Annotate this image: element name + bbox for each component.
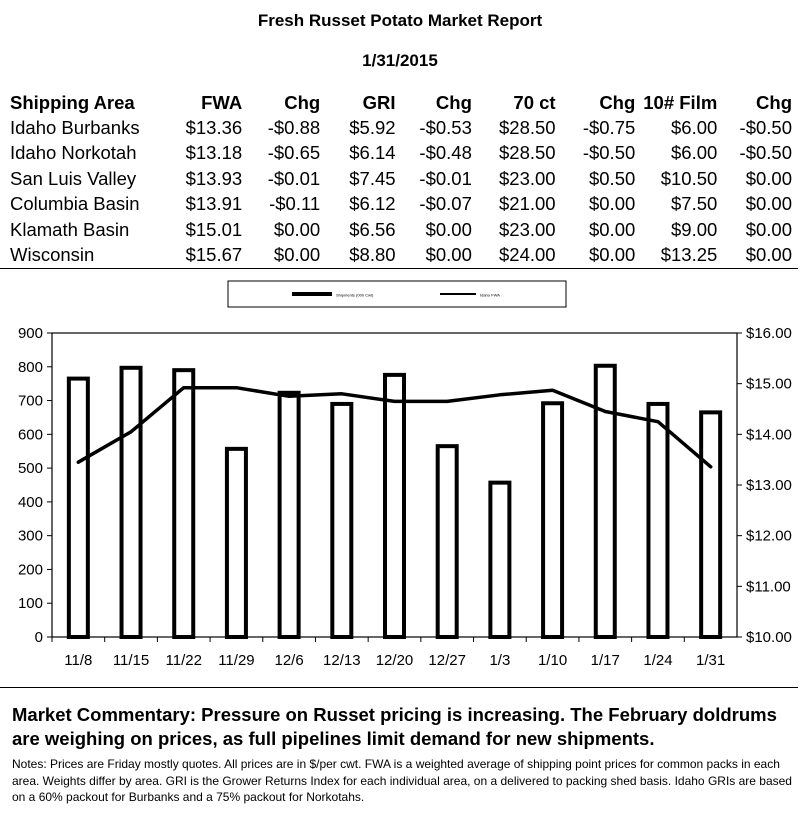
price-cell: $6.14 <box>349 142 396 164</box>
shipment-bar <box>701 412 720 637</box>
shipment-bar <box>596 366 615 637</box>
y-left-tick-label: 700 <box>17 392 43 410</box>
price-cell: $0.00 <box>425 218 472 240</box>
price-cell: -$0.50 <box>739 116 792 138</box>
price-cell: -$0.01 <box>419 167 472 189</box>
price-cell: $6.00 <box>671 142 718 164</box>
price-cell: $0.00 <box>588 244 636 266</box>
price-cell: $13.18 <box>185 142 243 164</box>
shipping-area-cell: Idaho Norkotah <box>10 142 137 164</box>
y-left-tick-label: 200 <box>17 561 43 579</box>
legend-box <box>228 281 566 307</box>
x-tick-label: 1/3 <box>489 652 511 669</box>
idaho-fwa-point <box>551 389 553 391</box>
price-table <box>8 90 794 268</box>
x-tick-label: 12/27 <box>428 652 466 669</box>
idaho-fwa-point <box>130 431 132 433</box>
shipping-area-cell: Wisconsin <box>10 244 95 266</box>
price-cell: -$0.11 <box>269 193 321 215</box>
legend-label-shipments: Shipments (000 Cwt) <box>336 292 374 298</box>
price-cell: -$0.07 <box>419 193 472 215</box>
price-cell: $23.00 <box>499 218 556 240</box>
price-cell: -$0.88 <box>267 116 321 138</box>
y-right-tick-label: $13.00 <box>746 477 792 494</box>
y-left-tick-label: 100 <box>17 595 43 613</box>
table-header-cell: FWA <box>201 91 243 113</box>
y-left-tick-label: 400 <box>17 493 43 511</box>
price-cell: $0.00 <box>588 218 636 240</box>
price-cell: $15.67 <box>185 244 243 266</box>
idaho-fwa-point <box>709 466 711 468</box>
y-left-tick-label: 300 <box>17 527 43 545</box>
price-cell: $5.92 <box>349 116 396 138</box>
shipping-area-cell: Klamath Basin <box>10 218 130 240</box>
price-cell: $0.00 <box>745 193 792 215</box>
table-row <box>8 115 794 141</box>
price-cell: $7.50 <box>671 193 718 215</box>
idaho-fwa-point <box>235 387 237 389</box>
table-row <box>8 192 794 218</box>
shipping-area-cell: Idaho Burbanks <box>10 116 140 138</box>
y-right-tick-label: $16.00 <box>746 325 792 342</box>
shipment-bar <box>490 483 509 637</box>
price-cell: -$0.01 <box>267 167 321 189</box>
price-cell: $13.25 <box>660 244 718 266</box>
price-cell: $6.00 <box>671 116 718 138</box>
idaho-fwa-point <box>604 410 606 412</box>
price-cell: $0.50 <box>588 167 636 189</box>
y-right-tick-label: $10.00 <box>746 629 792 646</box>
table-row <box>8 243 794 269</box>
x-tick-label: 1/10 <box>537 652 568 669</box>
legend-label-fwa: Idaho FWA <box>480 292 500 298</box>
y-left-tick-label: 900 <box>17 325 43 342</box>
price-cell: $0.00 <box>745 244 792 266</box>
shipping-area-cell: Columbia Basin <box>10 193 140 215</box>
price-cell: $6.12 <box>349 193 396 215</box>
report-notes: Notes: Prices are Friday mostly quotes. All prices are in $/per cwt. FWA is a weighted average of shipping point prices for common packs in each area. Weights differ by area. GRI is the Grower Returns Index for each individual area, on a delivered to packing shed basis. Idaho GRIs are based on a 60% packout for Burbanks and a 75% packout for Norkotahs. <box>12 757 792 804</box>
idaho-fwa-point <box>341 393 343 395</box>
shipment-bar <box>385 375 404 637</box>
price-cell: $0.00 <box>425 244 472 266</box>
price-cell: $13.93 <box>185 167 243 189</box>
shipments-fwa-chart <box>0 269 798 687</box>
shipment-bar <box>69 379 88 637</box>
shipment-bar <box>174 370 193 637</box>
y-right-tick-label: $11.00 <box>746 578 791 596</box>
price-cell: -$0.50 <box>739 142 792 164</box>
idaho-fwa-point <box>657 420 659 422</box>
price-cell: -$0.50 <box>582 142 636 164</box>
shipment-bar <box>543 403 562 637</box>
table-header-row <box>8 90 794 115</box>
x-tick-label: 11/8 <box>64 652 93 669</box>
shipment-bar <box>332 404 351 637</box>
price-cell: $21.00 <box>499 193 556 215</box>
table-header-cell: Shipping Area <box>10 91 135 113</box>
price-cell: $0.00 <box>588 193 636 215</box>
price-cell: $8.80 <box>349 244 396 266</box>
x-tick-label: 12/6 <box>274 652 304 669</box>
price-cell: -$0.48 <box>419 142 472 164</box>
table-header-cell: Chg <box>599 91 636 113</box>
y-right-tick-label: $12.00 <box>746 527 792 545</box>
price-cell: $0.00 <box>745 218 792 240</box>
price-cell: $15.01 <box>185 218 243 240</box>
price-cell: $0.00 <box>273 244 321 266</box>
shipment-bar <box>227 449 246 637</box>
y-right-tick-label: $14.00 <box>746 426 792 444</box>
price-cell: $13.91 <box>185 193 243 215</box>
y-left-tick-label: 500 <box>17 460 43 478</box>
price-cell: -$0.75 <box>582 116 636 138</box>
idaho-fwa-point <box>77 461 79 463</box>
table-header-cell: Chg <box>756 91 792 113</box>
x-tick-label: 1/24 <box>643 652 673 669</box>
price-cell: $9.00 <box>671 218 718 240</box>
report-date: 1/31/2015 <box>362 51 438 70</box>
idaho-fwa-point <box>288 395 290 397</box>
x-tick-label: 12/20 <box>375 652 414 669</box>
y-right-tick-label: $15.00 <box>746 375 792 393</box>
price-cell: $24.00 <box>499 244 556 266</box>
table-header-cell: GRI <box>362 91 396 113</box>
x-tick-label: 12/13 <box>323 652 361 669</box>
price-cell: $23.00 <box>499 167 556 189</box>
shipment-bar <box>280 393 299 637</box>
price-cell: $0.00 <box>273 218 321 240</box>
shipment-bar <box>438 446 457 637</box>
idaho-fwa-point <box>393 400 395 402</box>
y-left-tick-label: 800 <box>17 358 43 376</box>
x-tick-label: 1/31 <box>696 652 726 669</box>
shipment-bar <box>648 404 667 637</box>
table-header-cell: 70 ct <box>513 91 556 113</box>
price-cell: $13.36 <box>185 116 243 138</box>
y-left-tick-label: 600 <box>17 426 43 444</box>
shipment-bar <box>122 368 141 637</box>
price-cell: $10.50 <box>660 167 718 189</box>
price-cell: $0.00 <box>745 167 792 189</box>
price-cell: $28.50 <box>499 116 556 138</box>
x-tick-label: 1/17 <box>590 652 620 669</box>
x-tick-label: 11/29 <box>218 652 255 669</box>
table-row <box>8 166 794 192</box>
price-cell: $7.45 <box>349 167 396 189</box>
shipping-area-cell: San Luis Valley <box>10 167 137 189</box>
table-header-cell: Chg <box>284 91 321 113</box>
table-row <box>8 141 794 167</box>
table-header-cell: Chg <box>435 91 472 113</box>
idaho-fwa-point <box>183 387 185 389</box>
price-cell: -$0.65 <box>267 142 321 164</box>
idaho-fwa-point <box>499 394 501 396</box>
table-header-cell: 10# Film <box>643 91 718 113</box>
chart-frame <box>0 268 798 688</box>
market-commentary: Market Commentary: Pressure on Russet pricing is increasing. The February doldrums are weighing on prices, as full pipelines limit demand for new shipments. <box>12 704 777 749</box>
y-left-tick-label: 0 <box>34 629 43 646</box>
x-tick-label: 11/22 <box>165 652 202 669</box>
idaho-fwa-point <box>446 400 448 402</box>
price-cell: $28.50 <box>499 142 556 164</box>
table-row <box>8 217 794 243</box>
price-cell: -$0.53 <box>419 116 472 138</box>
report-title: Fresh Russet Potato Market Report <box>257 11 543 30</box>
price-cell: $6.56 <box>349 218 396 240</box>
table-body <box>8 115 794 268</box>
x-tick-label: 11/15 <box>112 652 150 669</box>
